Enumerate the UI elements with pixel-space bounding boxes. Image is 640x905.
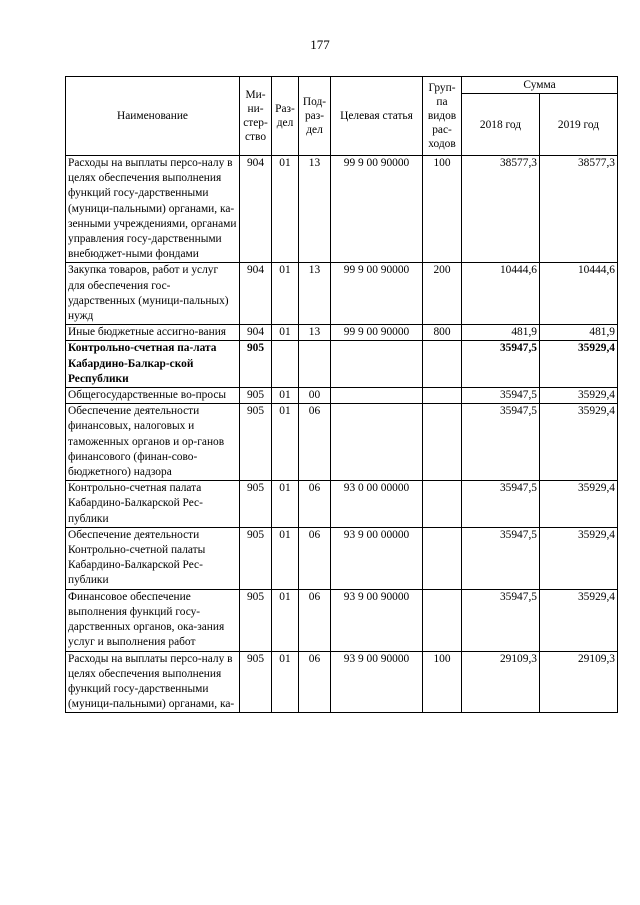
cell-ministry: 905 — [240, 589, 272, 651]
cell-target — [331, 388, 423, 404]
cell-2018: 35947,5 — [462, 527, 540, 589]
cell-ministry: 905 — [240, 481, 272, 528]
cell-2018: 35947,5 — [462, 589, 540, 651]
cell-expense-group — [423, 404, 462, 481]
cell-subsection: 06 — [299, 589, 331, 651]
cell-name: Обеспечение деятельности финансовых, налоговых и таможенных органов и ор-ганов финансового (финан-сово-бюджетного) надзора — [66, 404, 240, 481]
cell-target: 93 0 00 00000 — [331, 481, 423, 528]
cell-subsection: 13 — [299, 325, 331, 341]
table-row — [66, 325, 618, 341]
cell-2018: 38577,3 — [462, 156, 540, 263]
cell-expense-group — [423, 589, 462, 651]
table-body — [66, 156, 618, 713]
table-row — [66, 589, 618, 651]
cell-section: 01 — [272, 156, 299, 263]
header-2018: 2018 год — [462, 94, 540, 156]
cell-section: 01 — [272, 388, 299, 404]
cell-subsection: 00 — [299, 388, 331, 404]
cell-expense-group — [423, 341, 462, 388]
cell-expense-group — [423, 527, 462, 589]
cell-2019: 35929,4 — [540, 388, 618, 404]
table-row — [66, 341, 618, 388]
cell-ministry: 905 — [240, 404, 272, 481]
cell-target: 99 9 00 90000 — [331, 325, 423, 341]
header-target: Целевая статья — [331, 77, 423, 156]
cell-ministry: 904 — [240, 325, 272, 341]
cell-2018: 35947,5 — [462, 481, 540, 528]
cell-section: 01 — [272, 651, 299, 713]
cell-2018: 35947,5 — [462, 388, 540, 404]
budget-table — [65, 76, 618, 713]
cell-subsection: 13 — [299, 263, 331, 325]
cell-2018: 10444,6 — [462, 263, 540, 325]
cell-name: Контрольно-счетная па-лата Кабардино-Балкар-ской Республики — [66, 341, 240, 388]
cell-subsection: 06 — [299, 404, 331, 481]
cell-subsection: 06 — [299, 481, 331, 528]
cell-2019: 29109,3 — [540, 651, 618, 713]
header-subsection: Под-раз-дел — [299, 77, 331, 156]
cell-name: Закупка товаров, работ и услуг для обеспечения гос-ударственных (муници-пальных) нужд — [66, 263, 240, 325]
cell-target: 93 9 00 90000 — [331, 651, 423, 713]
header-ministry: Ми-ни-стер-ство — [240, 77, 272, 156]
header-section: Раз-дел — [272, 77, 299, 156]
cell-target: 99 9 00 90000 — [331, 156, 423, 263]
cell-name: Иные бюджетные ассигно-вания — [66, 325, 240, 341]
cell-name: Финансовое обеспечение выполнения функций госу-дарственных органов, ока-зания услуг и выполнения работ — [66, 589, 240, 651]
cell-ministry: 905 — [240, 527, 272, 589]
cell-2019: 35929,4 — [540, 527, 618, 589]
cell-expense-group: 800 — [423, 325, 462, 341]
cell-target: 99 9 00 90000 — [331, 263, 423, 325]
cell-2018: 35947,5 — [462, 404, 540, 481]
cell-expense-group — [423, 481, 462, 528]
cell-ministry: 904 — [240, 156, 272, 263]
header-2019: 2019 год — [540, 94, 618, 156]
cell-ministry: 905 — [240, 341, 272, 388]
cell-expense-group: 100 — [423, 156, 462, 263]
cell-2019: 35929,4 — [540, 589, 618, 651]
cell-expense-group: 200 — [423, 263, 462, 325]
cell-target — [331, 404, 423, 481]
cell-2019: 35929,4 — [540, 404, 618, 481]
cell-section: 01 — [272, 404, 299, 481]
cell-name: Расходы на выплаты персо-налу в целях обеспечения выполнения функций госу-дарственными (муници-пальными) органами, ка-зенными учреждениями, органами управления госу-дарственными внебюджет-ными фондами — [66, 156, 240, 263]
cell-target: 93 9 00 90000 — [331, 589, 423, 651]
cell-ministry: 904 — [240, 263, 272, 325]
cell-ministry: 905 — [240, 651, 272, 713]
table-row — [66, 481, 618, 528]
table-row — [66, 156, 618, 263]
cell-target — [331, 341, 423, 388]
cell-section — [272, 341, 299, 388]
cell-2018: 35947,5 — [462, 341, 540, 388]
cell-target: 93 9 00 00000 — [331, 527, 423, 589]
cell-section: 01 — [272, 325, 299, 341]
cell-section: 01 — [272, 527, 299, 589]
cell-2019: 10444,6 — [540, 263, 618, 325]
cell-2019: 481,9 — [540, 325, 618, 341]
cell-name: Общегосударственные во-просы — [66, 388, 240, 404]
header-name: Наименование — [66, 77, 240, 156]
cell-2019: 38577,3 — [540, 156, 618, 263]
cell-2019: 35929,4 — [540, 481, 618, 528]
cell-2019: 35929,4 — [540, 341, 618, 388]
table-row — [66, 651, 618, 713]
cell-2018: 481,9 — [462, 325, 540, 341]
cell-subsection: 06 — [299, 651, 331, 713]
page-number: 177 — [310, 37, 330, 52]
table-row — [66, 404, 618, 481]
table-row — [66, 388, 618, 404]
header-sum: Сумма — [462, 77, 618, 94]
table-row — [66, 263, 618, 325]
cell-name: Расходы на выплаты персо-налу в целях обеспечения выполнения функций госу-дарственными (муници-пальными) органами, ка- — [66, 651, 240, 713]
cell-subsection: 13 — [299, 156, 331, 263]
header-expense-group: Груп-па видов рас-ходов — [423, 77, 462, 156]
cell-expense-group: 100 — [423, 651, 462, 713]
cell-name: Обеспечение деятельности Контрольно-счетной палаты Кабардино-Балкарской Рес-публики — [66, 527, 240, 589]
cell-subsection: 06 — [299, 527, 331, 589]
cell-section: 01 — [272, 481, 299, 528]
cell-ministry: 905 — [240, 388, 272, 404]
cell-expense-group — [423, 388, 462, 404]
cell-2018: 29109,3 — [462, 651, 540, 713]
cell-subsection — [299, 341, 331, 388]
cell-section: 01 — [272, 589, 299, 651]
cell-section: 01 — [272, 263, 299, 325]
cell-name: Контрольно-счетная палата Кабардино-Балкарской Рес-публики — [66, 481, 240, 528]
table-row — [66, 527, 618, 589]
